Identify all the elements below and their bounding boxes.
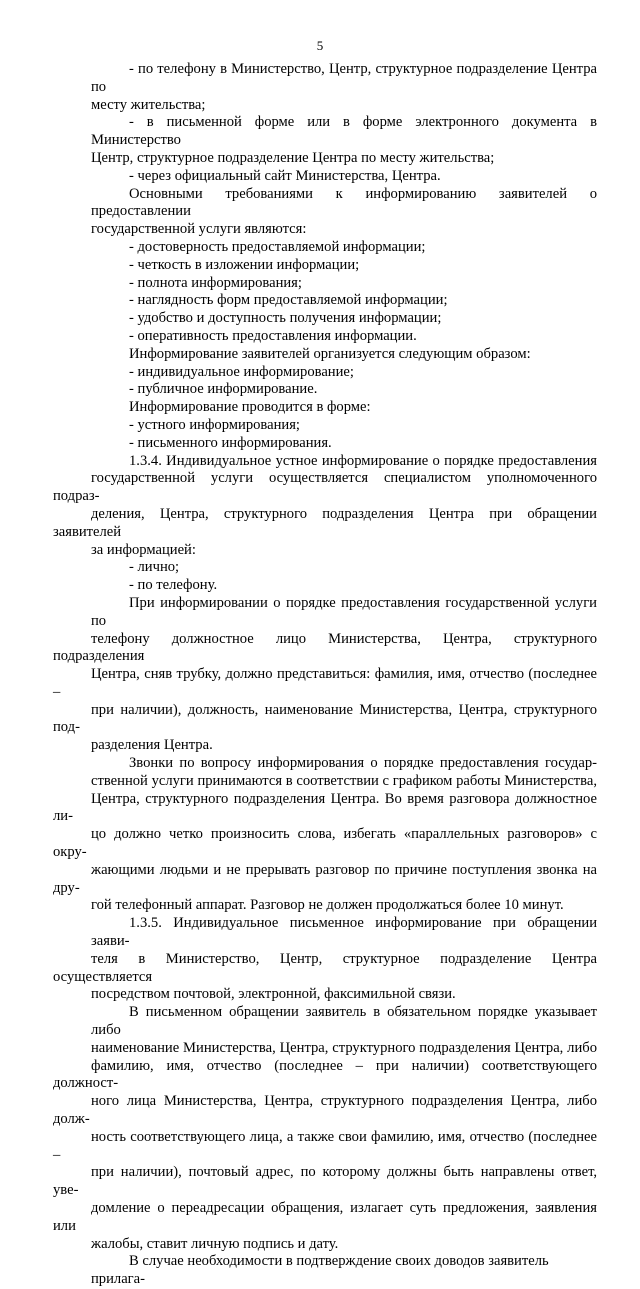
- paragraph-line: Центр, структурное подразделение Центра по месту жительства;: [91, 149, 495, 166]
- paragraph-line: теля в Министерство, Центр, структурное подразделение Центра осуществляется: [53, 950, 597, 985]
- paragraph: [91, 417, 597, 435]
- document-body: [53, 61, 597, 1289]
- paragraph-line: - лично;: [129, 559, 180, 576]
- paragraph-line: - по телефону.: [129, 577, 218, 594]
- paragraph: [91, 577, 597, 595]
- paragraph-line: наименование Министерства, Центра, структурного подразделения Центра, либо: [91, 1039, 597, 1056]
- paragraph-line: государственной услуги осуществляется специалистом уполномоченного подраз-: [53, 470, 597, 505]
- paragraph-line: Информирование заявителей организуется следующим образом:: [129, 345, 531, 362]
- paragraph-line: ность соответствующего лица, а также свои фамилию, имя, отчество (последнее –: [53, 1128, 597, 1163]
- paragraph-line: при наличии), должность, наименование Министерства, Центра, структурного под-: [53, 701, 597, 736]
- paragraph-line: В письменном обращении заявитель в обязательном порядке указывает либо: [91, 1004, 597, 1039]
- paragraph-line: за информацией:: [91, 541, 196, 558]
- paragraph: [91, 435, 597, 453]
- paragraph-line: домление о переадресации обращения, излагает суть предложения, заявления или: [53, 1200, 597, 1234]
- paragraph-line: посредством почтовой, электронной, факсимильной связи.: [91, 986, 456, 1003]
- paragraph-line: фамилию, имя, отчество (последнее – при наличии) соответствующего должност-: [53, 1057, 597, 1092]
- paragraph-line: - публичное информирование.: [129, 381, 318, 398]
- paragraph-line: при наличии), почтовый адрес, по которому должны быть направлены ответ, уве-: [53, 1164, 597, 1199]
- paragraph-line: деления, Центра, структурного подразделения Центра при обращении заявителей: [53, 505, 597, 540]
- paragraph-line: гой телефонный аппарат. Разговор не должен продолжаться более 10 минут.: [91, 897, 564, 914]
- paragraph: [91, 61, 597, 114]
- paragraph: [53, 452, 597, 560]
- paragraph-line: Центра, структурного подразделения Центра. Во время разговора должностное ли-: [53, 790, 597, 825]
- paragraph-line: ного лица Министерства, Центра, структурного подразделения Центра, либо долж-: [53, 1093, 597, 1128]
- paragraph-line: государственной услуги являются:: [91, 221, 307, 238]
- page-number: 5: [316, 38, 324, 53]
- paragraph-line: - достоверность предоставляемой информации;: [129, 238, 426, 255]
- paragraph-line: - письменного информирования.: [129, 434, 332, 451]
- paragraph: [91, 292, 597, 310]
- paragraph-line: цо должно четко произносить слова, избегать «параллельных разговоров» с окру-: [53, 826, 597, 861]
- paragraph-line: - четкость в изложении информации;: [129, 256, 360, 273]
- paragraph: [91, 328, 597, 346]
- paragraph-line: Основными требованиями к информированию заявителей о предоставлении: [91, 185, 597, 220]
- paragraph: [91, 1253, 597, 1289]
- paragraph-line: - индивидуальное информирование;: [129, 363, 354, 380]
- paragraph-line: ственной услуги принимаются в соответствии с графиком работы Министерства,: [91, 772, 597, 789]
- paragraph-line: - по телефону в Министерство, Центр, структурное подразделение Центра по: [91, 61, 597, 95]
- paragraph: [91, 275, 597, 293]
- paragraph: [53, 755, 597, 915]
- paragraph: [91, 310, 597, 328]
- paragraph-line: - в письменной форме или в форме электронного документа в Министерство: [91, 114, 597, 149]
- paragraph-line: Информирование проводится в форме:: [129, 399, 371, 416]
- paragraph: [91, 364, 597, 382]
- paragraph-line: Звонки по вопросу информирования о порядке предоставления государ-: [129, 755, 597, 772]
- paragraph-line: разделения Центра.: [91, 737, 213, 754]
- paragraph-line: При информировании о порядке предоставления государственной услуги по: [91, 594, 597, 629]
- paragraph: [91, 381, 597, 399]
- paragraph-line: - удобство и доступность получения информации;: [129, 310, 442, 327]
- paragraph: [91, 239, 597, 257]
- paragraph-line: - оперативность предоставления информации.: [129, 327, 417, 344]
- paragraph-line: - наглядность форм предоставляемой информации;: [129, 292, 448, 309]
- paragraph-line: Центра, сняв трубку, должно представиться: фамилия, имя, отчество (последнее –: [53, 666, 597, 700]
- paragraph-line: жающими людьми и не прерывать разговор по причине поступления звонка на дру-: [53, 861, 597, 896]
- paragraph: [91, 399, 597, 417]
- paragraph: [53, 594, 597, 755]
- paragraph-line: 1.3.5. Индивидуальное письменное информирование при обращении заяви-: [91, 915, 597, 950]
- paragraph-line: - через официальный сайт Министерства, Центра.: [129, 167, 441, 184]
- paragraph-line: В случае необходимости в подтверждение своих доводов заявитель прилага-: [91, 1253, 549, 1288]
- paragraph: [91, 114, 597, 167]
- paragraph-line: месту жительства;: [91, 96, 206, 113]
- paragraph-line: жалобы, ставит личную подпись и дату.: [91, 1235, 339, 1252]
- paragraph-line: 1.3.4. Индивидуальное устное информирование о порядке предоставления: [129, 452, 597, 469]
- paragraph-line: - устного информирования;: [129, 416, 300, 433]
- paragraph: [53, 915, 597, 1004]
- paragraph: [91, 186, 597, 239]
- paragraph: [91, 257, 597, 275]
- paragraph: [53, 1004, 597, 1253]
- paragraph-line: - полнота информирования;: [129, 274, 302, 291]
- paragraph-line: телефону должностное лицо Министерства, Центра, структурного подразделения: [53, 630, 597, 665]
- paragraph: [91, 346, 597, 364]
- paragraph: [91, 168, 597, 186]
- paragraph: [91, 559, 597, 577]
